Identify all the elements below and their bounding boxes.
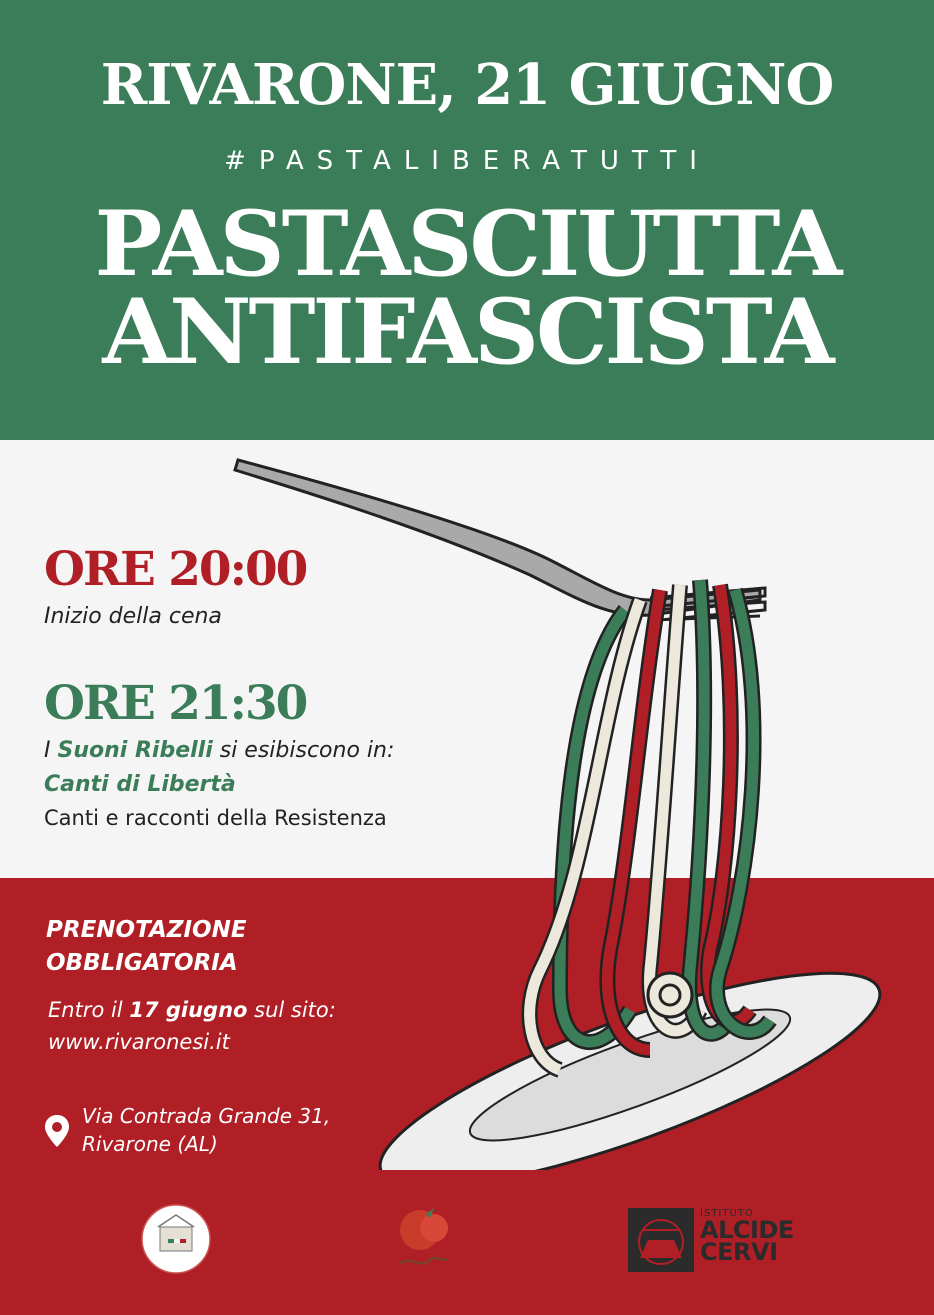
event-title-line1: PASTASCIUTTA [94, 191, 840, 297]
booking-required [46, 914, 247, 980]
address-line2: Rivarone (AL) [82, 1132, 218, 1156]
concert-prefix: I [44, 738, 58, 763]
time-dinner: ORE 20:00 [44, 542, 307, 597]
tomato-logo [390, 1200, 458, 1274]
deadline-date: 17 giugno [129, 998, 248, 1022]
cervi-text [700, 1208, 794, 1266]
cervi-small: ISTITUTO [700, 1208, 754, 1219]
event-city-date: RIVARONE, 21 GIUGNO [100, 52, 834, 118]
show-title: Canti di Libertà [44, 772, 236, 797]
band-name: Suoni Ribelli [57, 738, 213, 763]
concert-description [44, 738, 394, 763]
concert-suffix: si esibiscono in: [212, 738, 395, 763]
cervi-line1: ALCIDE [700, 1216, 794, 1244]
deadline-line [48, 994, 336, 1026]
address [82, 1102, 330, 1158]
time-concert: ORE 21:30 [44, 676, 307, 731]
booking-line1: PRENOTAZIONE [46, 917, 247, 943]
rivaronesi-association-logo [140, 1203, 212, 1275]
booking-deadline [48, 994, 336, 1058]
booking-line2: OBBLIGATORIA [46, 950, 238, 976]
address-line1: Via Contrada Grande 31, [82, 1104, 331, 1128]
website-link[interactable]: www.rivaronesi.it [48, 1030, 230, 1054]
show-subtitle: Canti e racconti della Resistenza [44, 806, 387, 830]
dinner-description: Inizio della cena [44, 604, 222, 629]
deadline-suffix: sul sito: [247, 998, 336, 1022]
event-title-line2: ANTIFASCISTA [102, 279, 832, 385]
event-hashtag: #PASTALIBERATUTTI [224, 146, 710, 176]
location-pin-icon [44, 1114, 70, 1148]
cervi-line2: CERVI [700, 1238, 778, 1266]
deadline-prefix: Entro il [48, 998, 130, 1022]
